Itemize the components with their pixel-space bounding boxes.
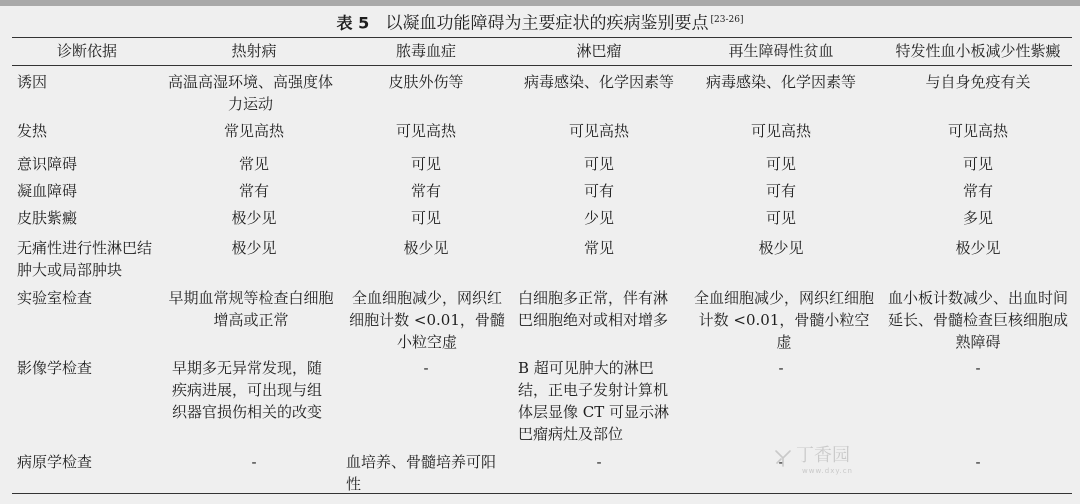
table-number: 表 5: [336, 13, 370, 33]
top-bar: [0, 0, 1080, 6]
row-label: 诱因: [17, 73, 48, 91]
table-caption: [0, 9, 1080, 35]
table-header-rule: [12, 65, 1072, 66]
table-cell: 可见: [765, 209, 796, 227]
table-cell: 病毒感染、化学因素等: [705, 73, 856, 91]
row-label: 凝血障碍: [17, 182, 78, 200]
table-cell: -: [975, 359, 981, 377]
table-cell: -: [975, 453, 981, 471]
column-header: 淋巴瘤: [576, 42, 622, 60]
row-label: 影像学检查: [17, 359, 93, 377]
table-cell: -: [596, 453, 602, 471]
table-cell: -: [251, 453, 257, 471]
table-cell: 极少见: [955, 239, 1001, 257]
table-cell: 可见高热: [750, 122, 811, 140]
table-cell: 皮肤外伤等: [388, 73, 464, 91]
table-cell: 全血细胞减少，网织红细胞计数 <0.01，骨髓小粒空虚: [349, 289, 505, 351]
table-cell: -: [778, 359, 784, 377]
table-cell: 全血细胞减少，网织红细胞计数 <0.01，骨髓小粒空虚: [694, 289, 874, 351]
table-cell: 可见: [410, 155, 441, 173]
table-cell: 常见: [238, 155, 269, 173]
watermark-name: 丁香园: [796, 445, 850, 466]
table-cell: 高温高湿环境、高强度体力运动: [168, 73, 333, 113]
table-cell: 可见: [765, 155, 796, 173]
table-cell: 与自身免疫有关: [925, 73, 1031, 91]
table-cell: 病毒感染、化学因素等: [523, 73, 674, 91]
row-label: 意识障碍: [17, 155, 78, 173]
table-cell: 可见高热: [568, 122, 629, 140]
row-label: 无痛性进行性淋巴结肿大或局部肿块: [17, 239, 153, 279]
table-cell: 极少见: [403, 239, 449, 257]
row-label: 发热: [17, 122, 48, 140]
table-cell: -: [423, 359, 429, 377]
table-cell: 早期血常规等检查白细胞增高或正常: [168, 289, 334, 329]
row-label: 实验室检查: [17, 289, 93, 307]
table-cell: 常有: [962, 182, 993, 200]
table-reference: [23-26]: [710, 15, 744, 25]
row-label: 皮肤紫癜: [17, 209, 78, 227]
table-cell: 可有: [765, 182, 796, 200]
watermark-url: www.dxy.cn: [802, 467, 853, 475]
table-cell: 可见: [583, 155, 614, 173]
table-cell: 血小板计数减少、出血时间延长、骨髓检查巨核细胞成熟障碍: [888, 289, 1068, 351]
dxy-logo-icon: [772, 447, 794, 469]
table-cell: 常见: [583, 239, 614, 257]
table-cell: 早期多无异常发现，随疾病进展，可出现与组织器官损伤相关的改变: [172, 359, 323, 421]
column-header: 特发性血小板减少性紫癜: [895, 42, 1061, 60]
column-header: 再生障碍性贫血: [728, 42, 834, 60]
table-cell: 极少见: [231, 209, 277, 227]
column-header: 诊断依据: [56, 42, 117, 60]
table-bottom-rule: [12, 493, 1072, 494]
row-label: 病原学检查: [17, 453, 93, 471]
table-cell: -: [778, 453, 784, 471]
table-cell: 可有: [583, 182, 614, 200]
table-top-rule: [12, 37, 1072, 38]
column-header: 热射病: [231, 42, 277, 60]
table-cell: 少见: [583, 209, 614, 227]
table-cell: 极少见: [231, 239, 277, 257]
watermark: [772, 441, 882, 481]
table-cell: 可见高热: [395, 122, 456, 140]
table-cell: 血培养、骨髓培养可阳性: [346, 453, 497, 493]
table-cell: 可见高热: [947, 122, 1008, 140]
table-cell: 可见: [410, 209, 441, 227]
table-cell: 极少见: [758, 239, 804, 257]
table-title: 以凝血功能障碍为主要症状的疾病鉴别要点: [385, 13, 709, 34]
table-cell: B 超可见肿大的淋巴结，正电子发射计算机体层显像 CT 可显示淋巴瘤病灶及部位: [518, 359, 670, 443]
table-cell: 常有: [238, 182, 269, 200]
table-cell: 白细胞多正常，伴有淋巴细胞绝对或相对增多: [518, 289, 669, 329]
table-cell: 常有: [410, 182, 441, 200]
table-cell: 可见: [962, 155, 993, 173]
table-cell: 多见: [962, 209, 993, 227]
table-cell: 常见高热: [223, 122, 284, 140]
column-header: 脓毒血症: [395, 42, 456, 60]
